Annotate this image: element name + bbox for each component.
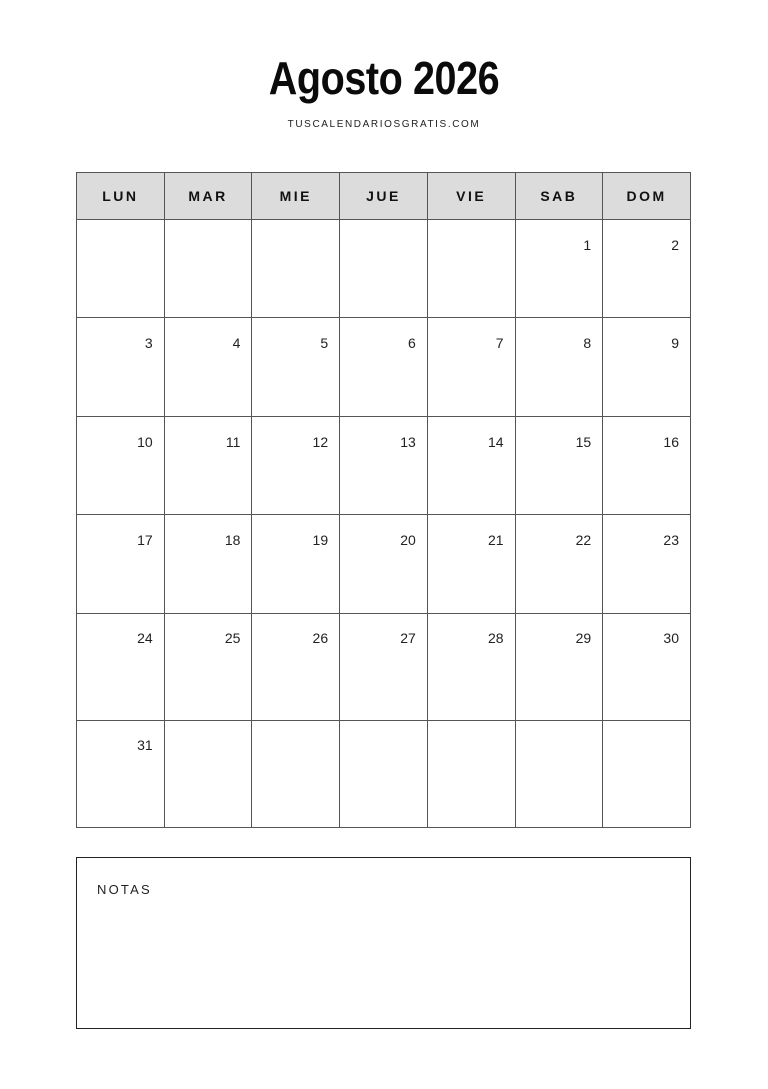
day-number: 30 <box>663 630 679 646</box>
notes-label: NOTAS <box>97 882 152 897</box>
day-cell <box>252 220 340 318</box>
weekday-header-thu: JUE <box>340 173 428 220</box>
day-number: 25 <box>224 630 241 646</box>
day-cell <box>340 721 428 828</box>
day-cell <box>515 220 603 318</box>
day-number: 3 <box>144 335 153 351</box>
week-row <box>77 614 691 721</box>
day-number <box>428 721 515 737</box>
day-number: 23 <box>663 532 679 548</box>
day-cell <box>515 721 603 828</box>
day-number <box>603 721 690 737</box>
day-cell <box>515 417 603 515</box>
day-number: 21 <box>487 532 504 548</box>
day-number: 24 <box>137 630 153 646</box>
day-number: 14 <box>487 434 504 450</box>
day-number <box>165 721 252 737</box>
day-cell <box>164 417 252 515</box>
day-cell <box>252 614 340 721</box>
week-row <box>77 515 691 614</box>
notes-box <box>76 857 691 1029</box>
weekday-header-sat: SAB <box>515 173 603 220</box>
weekday-header-tue: MAR <box>164 173 252 220</box>
day-number <box>340 721 427 737</box>
page-title: Agosto 2026 <box>268 52 500 104</box>
day-cell <box>252 721 340 828</box>
day-number: 8 <box>583 335 592 351</box>
day-cell <box>427 318 515 417</box>
day-cell <box>603 614 691 721</box>
day-cell <box>603 721 691 828</box>
website-url: TUSCALENDARIOSGRATIS.COM <box>287 119 481 130</box>
day-number: 17 <box>137 532 153 548</box>
day-cell <box>340 515 428 614</box>
day-number: 28 <box>487 630 504 646</box>
weekday-header-sun: DOM <box>603 173 691 220</box>
week-row <box>77 220 691 318</box>
calendar-grid <box>76 172 691 828</box>
day-number: 6 <box>408 335 416 351</box>
day-number: 26 <box>312 630 329 646</box>
day-number <box>340 220 427 237</box>
day-cell <box>427 515 515 614</box>
day-number: 18 <box>224 532 241 548</box>
week-row <box>77 417 691 515</box>
weekday-header-row <box>77 173 691 220</box>
day-number: 4 <box>232 335 241 351</box>
day-number: 2 <box>671 237 679 253</box>
day-number: 13 <box>400 434 416 450</box>
day-cell <box>164 515 252 614</box>
day-cell <box>515 318 603 417</box>
day-cell <box>340 417 428 515</box>
day-number <box>516 721 603 737</box>
day-number <box>252 721 339 737</box>
day-number: 27 <box>400 630 416 646</box>
day-number <box>77 220 164 237</box>
day-cell <box>515 614 603 721</box>
day-cell <box>252 515 340 614</box>
day-cell <box>340 318 428 417</box>
week-row <box>77 318 691 417</box>
day-cell <box>77 614 165 721</box>
day-cell <box>164 318 252 417</box>
day-number: 5 <box>320 335 329 351</box>
weekday-header-mon: LUN <box>77 173 165 220</box>
day-cell <box>164 614 252 721</box>
day-cell <box>340 220 428 318</box>
day-number: 16 <box>663 434 679 450</box>
week-row <box>77 721 691 828</box>
day-cell <box>164 220 252 318</box>
day-cell <box>427 417 515 515</box>
day-number <box>165 220 252 237</box>
day-cell <box>164 721 252 828</box>
day-cell <box>252 318 340 417</box>
day-number <box>252 220 339 237</box>
day-cell <box>77 220 165 318</box>
day-number: 10 <box>137 434 153 450</box>
weekday-header-wed: MIE <box>252 173 340 220</box>
day-cell <box>603 515 691 614</box>
day-cell <box>77 515 165 614</box>
day-number: 29 <box>575 630 592 646</box>
day-number: 22 <box>575 532 592 548</box>
weekday-header-fri: VIE <box>427 173 515 220</box>
day-number: 7 <box>495 335 504 351</box>
day-number: 9 <box>671 335 679 351</box>
day-number: 1 <box>583 237 592 253</box>
day-number: 31 <box>137 737 153 753</box>
day-cell <box>427 614 515 721</box>
day-number: 20 <box>400 532 416 548</box>
day-cell <box>77 721 165 828</box>
day-cell <box>603 318 691 417</box>
day-cell <box>427 721 515 828</box>
day-number: 19 <box>312 532 329 548</box>
day-cell <box>603 417 691 515</box>
day-cell <box>77 318 165 417</box>
day-number: 15 <box>575 434 592 450</box>
day-cell <box>252 417 340 515</box>
day-number <box>428 220 515 237</box>
day-number: 12 <box>312 434 329 450</box>
day-cell <box>340 614 428 721</box>
day-number: 11 <box>225 434 241 450</box>
day-cell <box>515 515 603 614</box>
day-cell <box>77 417 165 515</box>
day-cell <box>603 220 691 318</box>
day-cell <box>427 220 515 318</box>
